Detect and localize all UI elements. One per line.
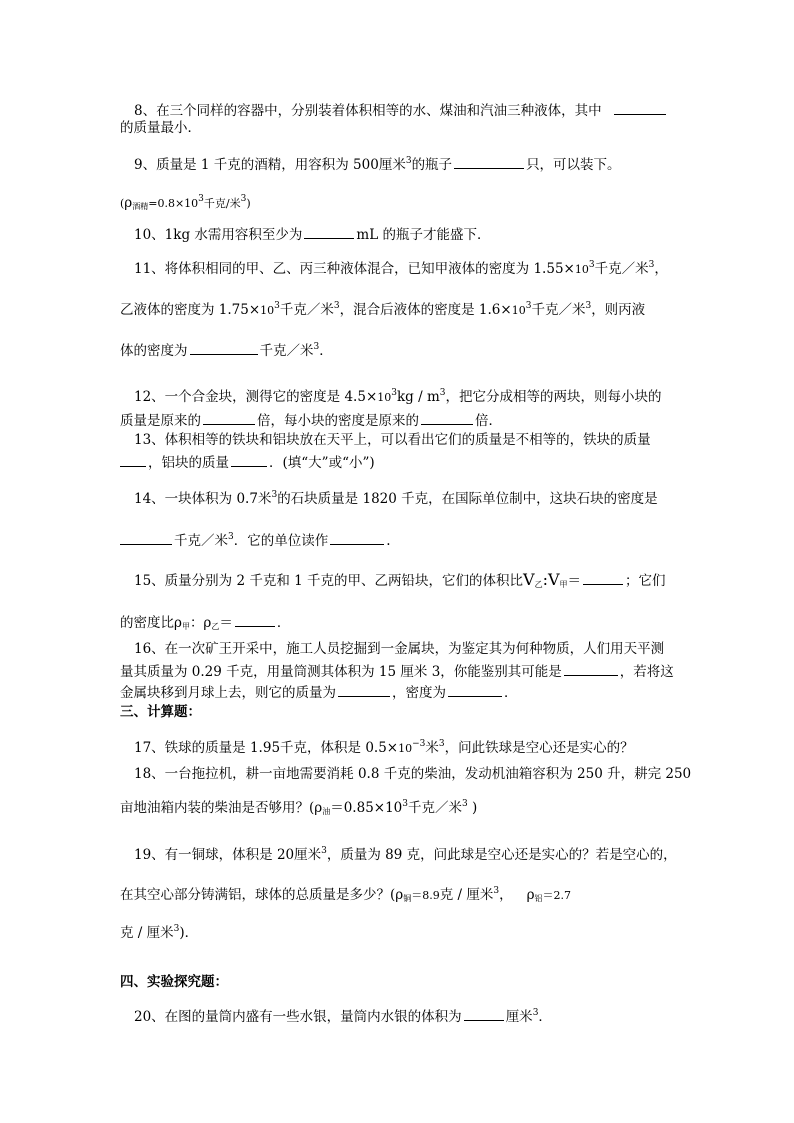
q8-line2: 的质量最小．: [120, 120, 201, 136]
answer-blank[interactable]: [304, 224, 354, 239]
q19-line2: 在其空心部分铸满铝，球体的总质量是多少？($\rho_铜=8.9$克 / 厘米$^3$， $\rho_铝=2.7$: [120, 886, 572, 903]
q14-line2: 千克／米$^3$．它的单位读作 .: [120, 528, 680, 550]
answer-blank[interactable]: [338, 682, 390, 697]
q13-line2: ，铝块的质量 ．(填“大”或“小”): [120, 452, 680, 472]
answer-blank[interactable]: [448, 682, 502, 697]
q17-line: 17、铁球的质量是 1.95千克，体积是 $0.5\times 10^{-3}$米$^3$，问此铁球是空心还是实心的？: [134, 739, 634, 756]
answer-blank[interactable]: [421, 410, 473, 425]
answer-blank[interactable]: [120, 452, 146, 467]
section-3-heading: 三、计算题：: [120, 704, 201, 720]
q14-line1: 14、一块体积为 0.7米$^3$的石块质量是 1820 千克，在国际单位制中，这块石块的密度是: [134, 490, 658, 507]
q11-line2: 乙液体的密度为 $1.75\times 10^3$千克／米$^3$，混合后液体的密度是 $1.6\times 10^3$千克／米$^3$，则丙液: [120, 301, 646, 318]
q8-line1: 8、在三个同样的容器中，分别装着体积相等的水、煤油和汽油三种液体，其中: [134, 100, 694, 120]
q16-line3: 金属块移到月球上去，则它的质量为 ，密度为 ．: [120, 682, 680, 702]
q15-line1: 15、质量分别为 2 千克和 1 千克的甲、乙两铅块，它们的体积比$V_乙:V_甲=$ ；它们: [134, 570, 666, 589]
q19-line3: 克 / 厘米$^3$)．: [120, 924, 199, 941]
q10-line: 10、1kg 水需用容积至少为 mL 的瓶子才能盛下．: [134, 224, 694, 244]
q18-line2: 亩地油箱内装的柴油是否够用？($\rho_油=0.85\times 10^3$千克／米$^3$ ): [120, 799, 478, 816]
answer-blank[interactable]: [583, 570, 623, 585]
answer-blank[interactable]: [464, 1006, 504, 1021]
section-4-heading: 四、实验探究题：: [120, 974, 228, 990]
q12-line2: 质量是原来的 倍，每小块的密度是原来的 倍．: [120, 410, 680, 430]
q9-line1: 9、质量是 1 千克的酒精，用容积为 500厘米$^3$的瓶子 只，可以装下。: [134, 156, 621, 173]
q9-line2: ($\rho_{酒精}=0.8\times 10^3$千克/米$^3$): [120, 194, 251, 211]
q20-line: 20、在图的量筒内盛有一些水银，量筒内水银的体积为 厘米$^3$．: [134, 1008, 552, 1025]
q16-line1: 16、在一次矿王开采中，施工人员挖掘到一金属块，为鉴定其为何种物质，人们用天平测: [134, 641, 665, 657]
answer-blank[interactable]: [235, 612, 275, 627]
q19-line1: 19、有一铜球，体积是 20厘米$^3$，质量为 89 克，问此球是空心还是实心的？若是空心的，: [134, 846, 677, 863]
answer-blank[interactable]: [203, 410, 255, 425]
q12-line1: 12、一个合金块，测得它的密度是 $4.5\times 10^3kg / m^3$，把它分成相等的两块，则每小块的: [134, 388, 662, 405]
answer-blank[interactable]: [614, 100, 666, 115]
q11-line1: 11、将体积相同的甲、乙、丙三种液体混合，已知甲液体的密度为 $1.55\times 10^3$千克／米$^3$，: [134, 260, 668, 277]
q18-line1: 18、一台拖拉机，耕一亩地需要消耗 0.8 千克的柴油，发动机油箱容积为 250 升，耕完 250: [134, 766, 692, 782]
answer-blank[interactable]: [231, 452, 267, 467]
answer-blank[interactable]: [330, 530, 384, 545]
answer-blank[interactable]: [564, 661, 618, 676]
answer-blank[interactable]: [454, 154, 524, 169]
q11-line3: 体的密度为 千克／米$^3$．: [120, 342, 333, 359]
answer-blank[interactable]: [120, 530, 172, 545]
q13-line1: 13、体积相等的铁块和铝块放在天平上，可以看出它们的质量是不相等的，铁块的质量: [134, 432, 651, 448]
q16-line2: 量其质量为 0.29 千克，用量筒测其体积为 15 厘米 3，你能鉴别其可能是 ，若将这: [120, 661, 680, 681]
answer-blank[interactable]: [190, 340, 258, 355]
q15-line2: 的密度比$\rho_甲$：$\rho_乙=$ ．: [120, 612, 680, 636]
